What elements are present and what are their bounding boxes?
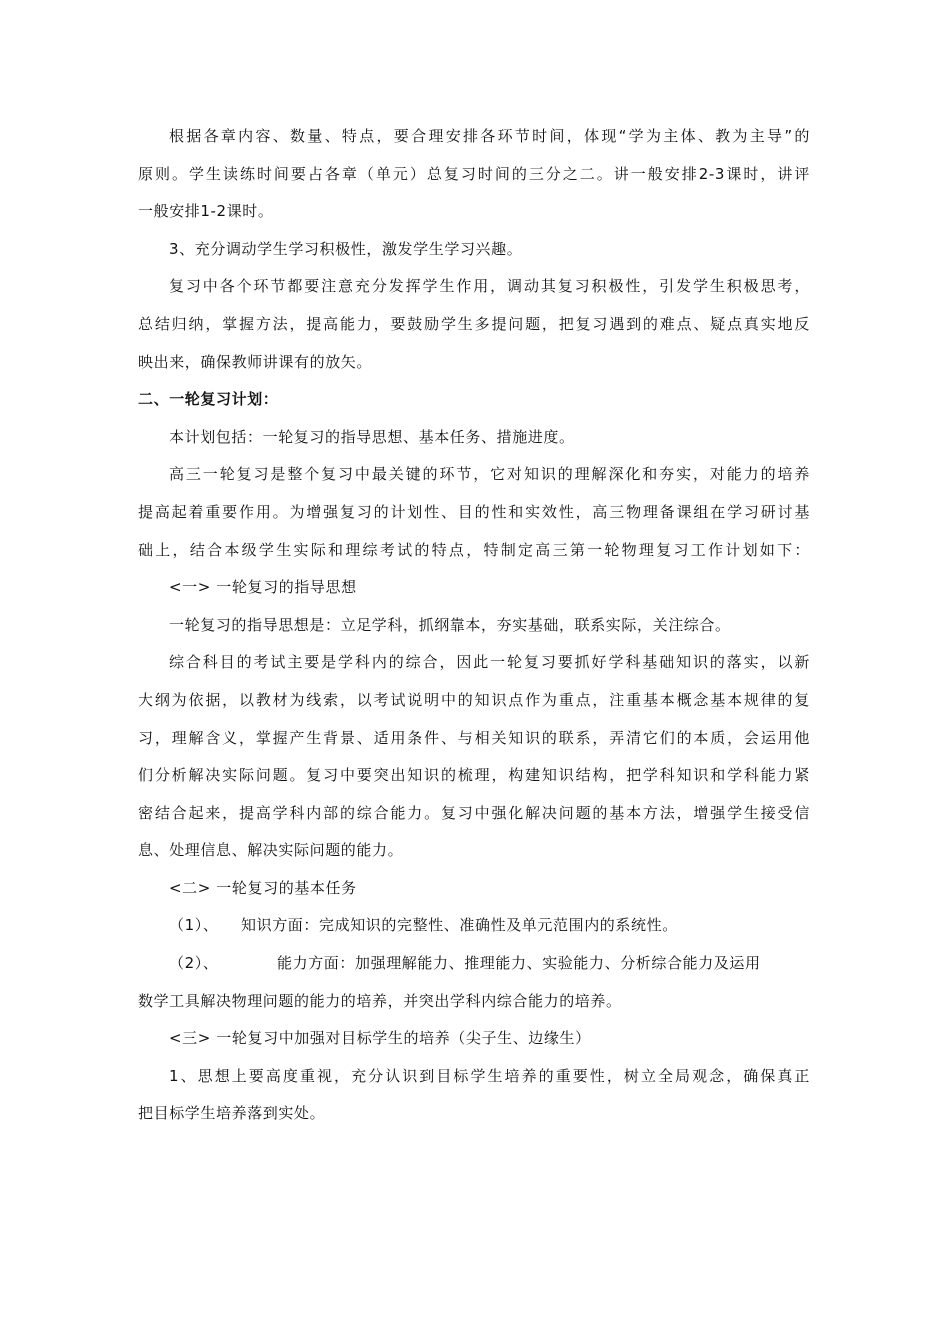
list-item	[138, 945, 810, 983]
subsection-heading: <三> 一轮复习中加强对目标学生的培养（尖子生、边缘生）	[169, 1029, 591, 1048]
paragraph-line: 根据各章内容、数量、特点，要合理安排各环节时间，体现“学为主体、教为主导”的	[169, 127, 810, 145]
list-item-number: （1）、	[169, 916, 219, 935]
paragraph-line: 映出来，确保教师讲课有的放矢。	[138, 352, 373, 371]
document-body	[138, 118, 810, 1133]
paragraph-line: 密结合起来，提高学科内部的综合能力。复习中强化解决问题的基本方法，增强学生接受信	[138, 803, 810, 822]
paragraph-line: 大纲为依据，以教材为线索，以考试说明中的知识点作为重点，注重基本概念基本规律的复	[138, 690, 810, 709]
paragraph-line: 们分析解决实际问题。复习中要突出知识的梳理，构建知识结构，把学科知识和学科能力紧	[138, 766, 810, 785]
list-item-text: 知识方面：完成知识的完整性、准确性及单元范围内的系统性。	[241, 916, 678, 935]
paragraph-line: 础上，结合本级学生实际和理综考试的特点，特制定高三第一轮物理复习工作计划如下：	[138, 540, 810, 559]
paragraph-line: 一轮复习的指导思想是：立足学科，抓纲靠本，夯实基础，联系实际，关注综合。	[169, 615, 731, 634]
paragraph-line: 把目标学生培养落到实处。	[138, 1104, 326, 1123]
list-item-text: 能力方面：加强理解能力、推理能力、实验能力、分析综合能力及运用	[277, 954, 761, 973]
paragraph-line: 一般安排1-2课时。	[138, 202, 274, 221]
list-item-number: （2）、	[169, 954, 219, 973]
paragraph-line: 提高起着重要作用。为增强复习的计划性、目的性和实效性，高三物理备课组在学习研讨基	[138, 502, 810, 521]
section-heading: 二、一轮复习计划：	[138, 390, 279, 409]
paragraph-line: 习，理解含义，掌握产生背景、适用条件、与相关知识的联系，弄清它们的本质，会运用他	[138, 728, 810, 747]
paragraph-line: 息、处理信息、解决实际问题的能力。	[138, 841, 404, 860]
paragraph-line: 1、思想上要高度重视，充分认识到目标学生培养的重要性，树立全局观念，确保真正	[169, 1066, 810, 1085]
subsection-heading: <一> 一轮复习的指导思想	[169, 578, 357, 597]
paragraph-line: 高三一轮复习是整个复习中最关键的环节，它对知识的理解深化和夯实，对能力的培养	[169, 465, 810, 484]
numbered-point: 3、充分调动学生学习积极性，激发学生学习兴趣。	[169, 239, 523, 258]
paragraph-line: 原则。学生读练时间要占各章（单元）总复习时间的三分之二。讲一般安排2-3课时，讲评	[138, 164, 810, 183]
subsection-heading: <二> 一轮复习的基本任务	[169, 878, 357, 897]
paragraph-line: 综合科目的考试主要是学科内的综合，因此一轮复习要抓好学科基础知识的落实，以新	[169, 653, 810, 672]
paragraph-line: 数学工具解决物理问题的能力的培养，并突出学科内综合能力的培养。	[138, 991, 622, 1010]
paragraph-line: 复习中各个环节都要注意充分发挥学生作用，调动其复习积极性，引发学生积极思考，	[169, 277, 810, 296]
paragraph-line: 本计划包括：一轮复习的指导思想、基本任务、措施进度。	[169, 427, 575, 446]
list-item	[138, 907, 810, 945]
paragraph-line: 总结归纳，掌握方法，提高能力，要鼓励学生多提问题，把复习遇到的难点、疑点真实地反	[138, 314, 810, 333]
